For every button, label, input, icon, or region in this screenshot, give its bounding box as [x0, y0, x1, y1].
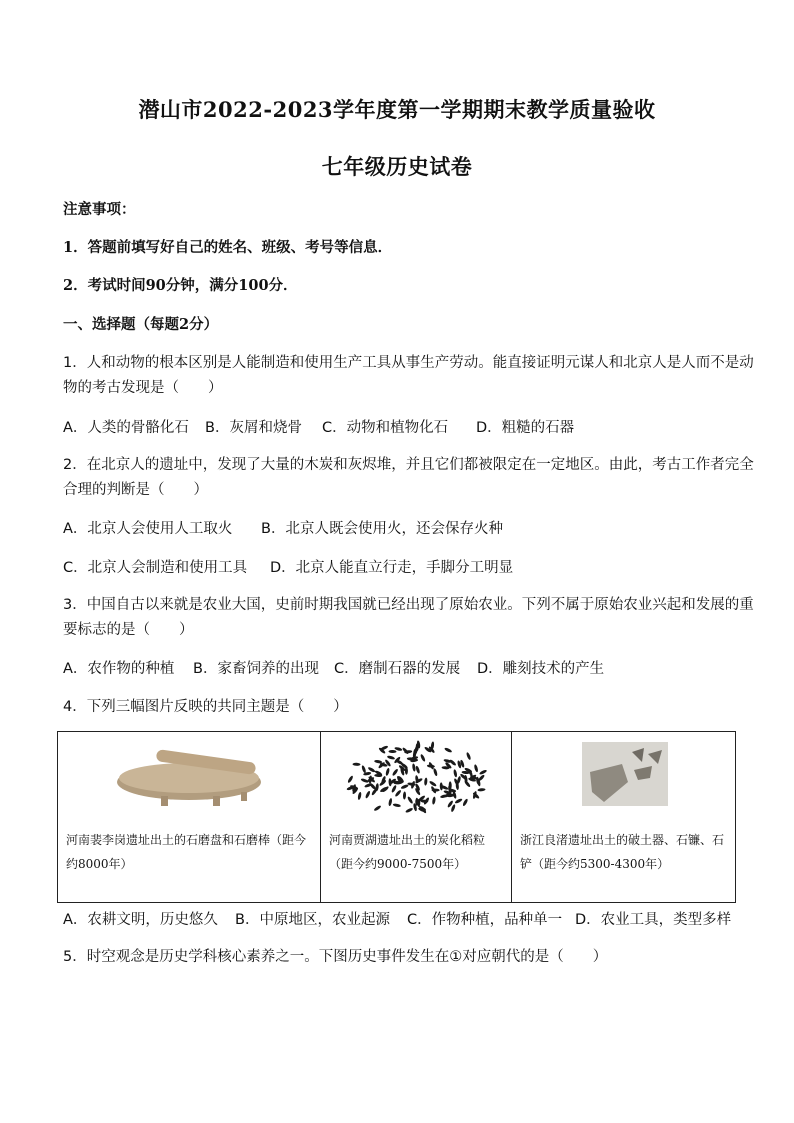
q1-stem-line-2: 物的考古发现是（ ）: [63, 380, 223, 396]
q4-option-d[interactable]: D．农业工具，类型多样: [575, 912, 732, 928]
figure-caption-2: 河南贾湖遗址出土的炭化稻粒（距今约9000-7500年）: [329, 833, 486, 871]
q3-stem-line-2: 要标志的是（ ）: [63, 622, 194, 638]
figure-caption-1: 河南裴李岗遗址出土的石磨盘和石磨棒（距今约8000年）: [66, 833, 307, 871]
q4-stem-line-1: 4．下列三幅图片反映的共同主题是（ ）: [63, 699, 348, 715]
q4-option-a[interactable]: A．农耕文明，历史悠久: [63, 912, 218, 928]
notice-heading: 注意事项：: [63, 201, 136, 218]
q4-option-b[interactable]: B．中原地区，农业起源: [235, 912, 390, 928]
q2-stem-line-2: 合理的判断是（ ）: [63, 482, 208, 498]
exam-title: 潜山市2022-2023学年度第一学期期末教学质量验收: [138, 97, 656, 122]
exam-subtitle: 七年级历史试卷: [321, 154, 473, 179]
q1-option-a[interactable]: A．人类的骨骼化石: [63, 420, 189, 436]
figure-cell-stone-tools: [512, 732, 736, 903]
q3-stem-line-1: 3．中国自古以来就是农业大国，史前时期我国就已经出现了原始农业。下列不属于原始农业兴起和发展的重: [63, 597, 754, 613]
q2-option-c[interactable]: C．北京人会制造和使用工具: [63, 560, 248, 576]
q3-option-b[interactable]: B．家畜饲养的出现: [193, 661, 319, 677]
q3-option-d[interactable]: D．雕刻技术的产生: [477, 661, 605, 677]
q4-figure-table: [57, 731, 736, 903]
q5-stem-line-1: 5．时空观念是历史学科核心素养之一。下图历史事件发生在①对应朝代的是（ ）: [63, 949, 608, 965]
section-heading: 一、选择题（每题2分）: [63, 316, 219, 333]
q2-option-d[interactable]: D．北京人能直立行走，手脚分工明显: [270, 560, 514, 576]
q3-option-c[interactable]: C．磨制石器的发展: [334, 661, 461, 677]
q3-option-a[interactable]: A．农作物的种植: [63, 661, 175, 677]
q1-option-b[interactable]: B．灰屑和烧骨: [205, 420, 302, 436]
q4-option-c[interactable]: C．作物种植，品种单一: [407, 912, 563, 928]
figure-cell-grinding-stone: [58, 732, 321, 903]
q2-option-b[interactable]: B．北京人既会使用火，还会保存火种: [261, 521, 503, 537]
q1-option-c[interactable]: C．动物和植物化石: [322, 420, 449, 436]
carbonized-rice-image: [343, 740, 491, 818]
q2-option-a[interactable]: A．北京人会使用人工取火: [63, 521, 233, 537]
q1-option-d[interactable]: D．粗糙的石器: [476, 420, 575, 436]
figure-caption-3: 浙江良渚遗址出土的破土器、石镰、石铲（距今约5300-4300年）: [520, 833, 725, 871]
stone-tools-image: [582, 742, 668, 806]
notice-item-1: 1．答题前填写好自己的姓名、班级、考号等信息．: [63, 239, 393, 256]
q2-stem-line-1: 2．在北京人的遗址中，发现了大量的木炭和灰烬堆，并且它们都被限定在一定地区。由此，考古工作者完全: [63, 457, 754, 473]
grinding-stone-image: [101, 744, 281, 808]
q1-stem-line-1: 1．人和动物的根本区别是人能制造和使用生产工具从事生产劳动。能直接证明元谋人和北京人是人而不是动: [63, 355, 754, 371]
figure-cell-rice-grains: [321, 732, 512, 903]
notice-item-2: 2．考试时间90分钟，满分100分．: [63, 277, 298, 294]
